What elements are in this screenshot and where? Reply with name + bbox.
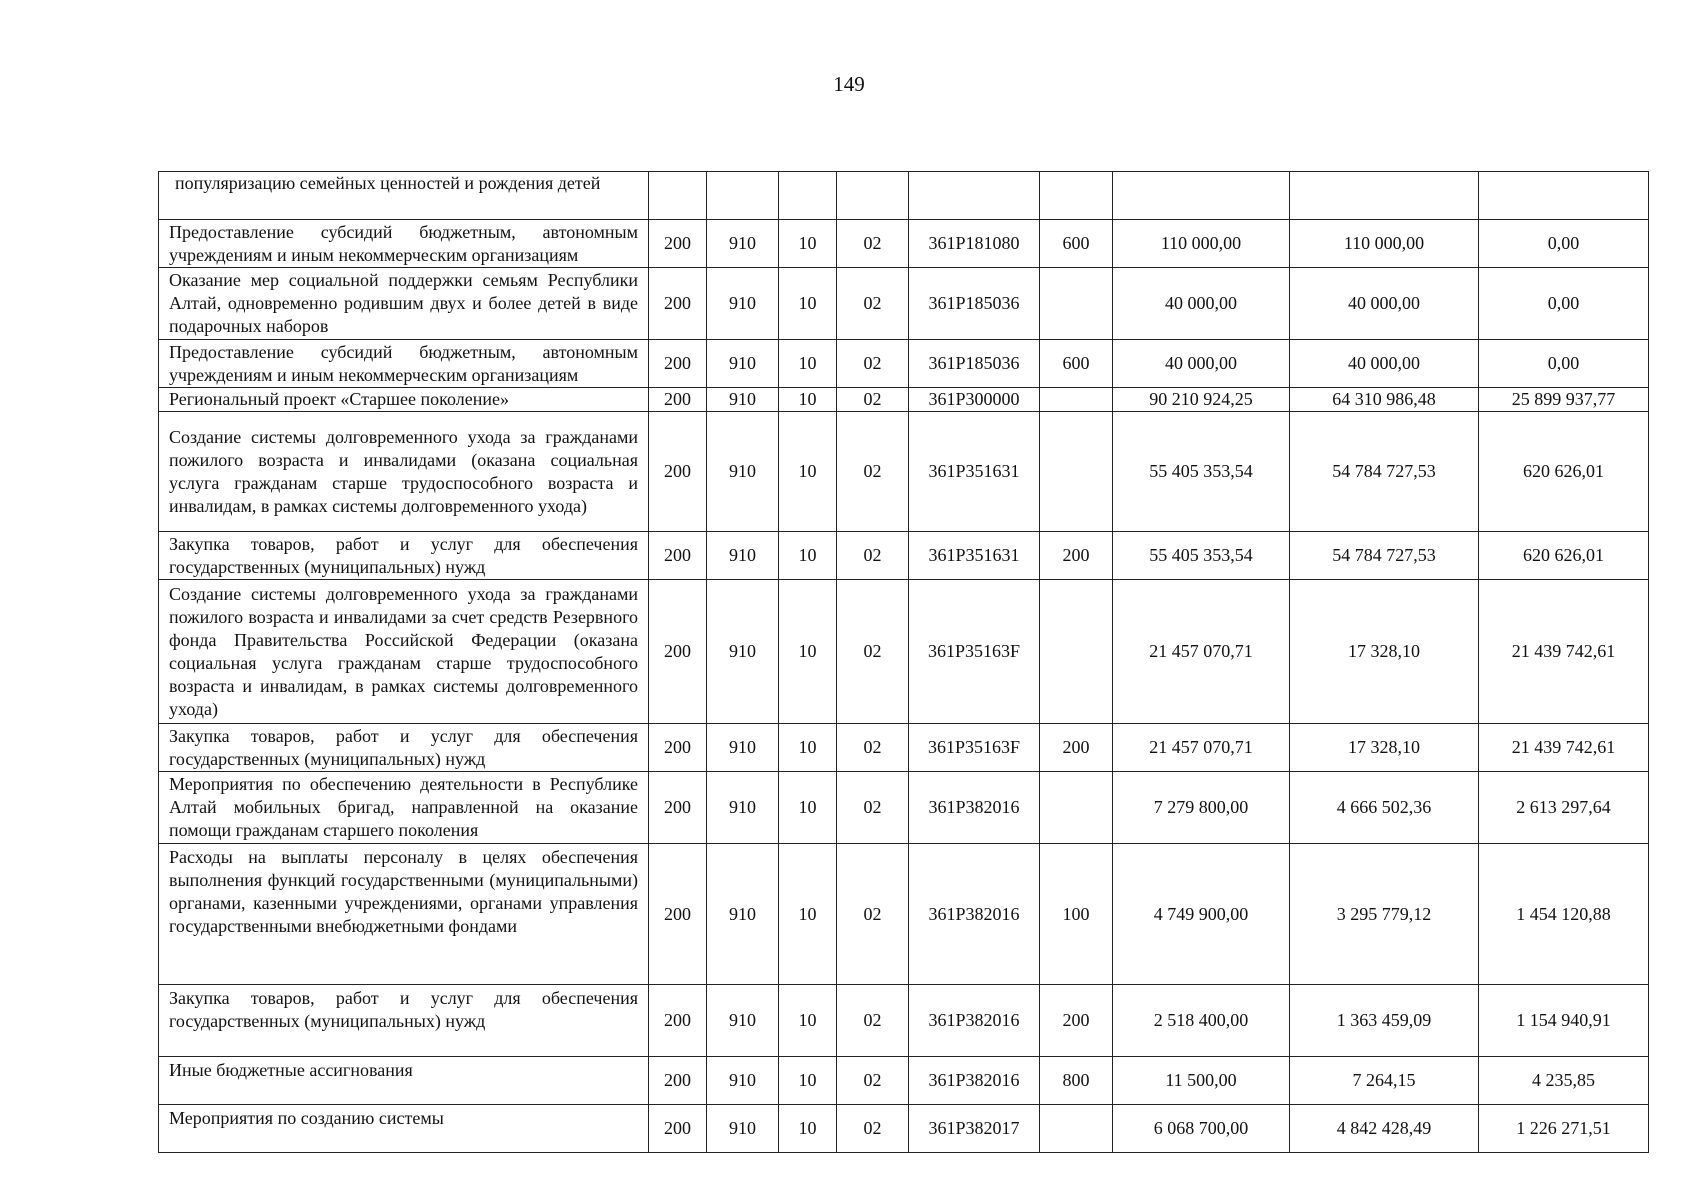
row-code-3: 10 (779, 412, 837, 532)
row-amount-1: 40 000,00 (1113, 268, 1290, 340)
row-code-2: 910 (707, 220, 779, 268)
row-amount-1: 11 500,00 (1113, 1057, 1290, 1105)
row-amount-1: 110 000,00 (1113, 220, 1290, 268)
row-code-1: 200 (649, 388, 707, 412)
row-amount-2: 54 784 727,53 (1290, 532, 1479, 580)
row-expense-type (1040, 172, 1113, 220)
row-code-3: 10 (779, 985, 837, 1057)
row-code-2: 910 (707, 388, 779, 412)
row-amount-3: 2 613 297,64 (1479, 772, 1649, 844)
row-amount-3: 0,00 (1479, 220, 1649, 268)
row-amount-3: 620 626,01 (1479, 412, 1649, 532)
row-code-3 (779, 172, 837, 220)
row-target-code: 361P185036 (909, 268, 1040, 340)
row-amount-2: 40 000,00 (1290, 268, 1479, 340)
row-expense-type: 100 (1040, 844, 1113, 985)
row-amount-2: 17 328,10 (1290, 724, 1479, 772)
row-name: Иные бюджетные ассигнования (159, 1057, 649, 1105)
row-target-code: 361P185036 (909, 340, 1040, 388)
row-target-code (909, 172, 1040, 220)
row-code-2: 910 (707, 844, 779, 985)
row-target-code: 361P181080 (909, 220, 1040, 268)
row-expense-type: 200 (1040, 724, 1113, 772)
table-row (159, 412, 1649, 532)
row-code-1: 200 (649, 412, 707, 532)
row-code-2: 910 (707, 580, 779, 724)
table-row (159, 1057, 1649, 1105)
row-name: популяризацию семейных ценностей и рождения детей (159, 172, 649, 220)
row-expense-type: 600 (1040, 340, 1113, 388)
row-code-4: 02 (837, 268, 909, 340)
table-row (159, 172, 1649, 220)
row-code-3: 10 (779, 388, 837, 412)
row-target-code: 361P351631 (909, 412, 1040, 532)
row-name: Создание системы долговременного ухода за гражданами пожилого возраста и инвалидами (оказана социальная услуга гражданам старше трудоспособного возраста и инвалидам, в рамках системы долговременного ухода) (159, 412, 649, 532)
row-name: Предоставление субсидий бюджетным, автономным учреждениям и иным некоммерческим организациям (159, 220, 649, 268)
row-amount-3: 4 235,85 (1479, 1057, 1649, 1105)
row-code-2: 910 (707, 412, 779, 532)
row-amount-3: 0,00 (1479, 340, 1649, 388)
row-amount-1: 6 068 700,00 (1113, 1105, 1290, 1153)
row-expense-type (1040, 412, 1113, 532)
row-code-2: 910 (707, 532, 779, 580)
row-expense-type (1040, 772, 1113, 844)
row-code-3: 10 (779, 1105, 837, 1153)
row-code-4: 02 (837, 1105, 909, 1153)
table-row (159, 724, 1649, 772)
row-amount-1: 21 457 070,71 (1113, 724, 1290, 772)
row-code-4: 02 (837, 772, 909, 844)
row-amount-1: 7 279 800,00 (1113, 772, 1290, 844)
row-code-4: 02 (837, 340, 909, 388)
table-row (159, 532, 1649, 580)
page-number: 149 (833, 72, 865, 96)
row-amount-1: 4 749 900,00 (1113, 844, 1290, 985)
table-row (159, 388, 1649, 412)
row-code-2: 910 (707, 724, 779, 772)
table-row (159, 340, 1649, 388)
row-code-2: 910 (707, 268, 779, 340)
row-name: Расходы на выплаты персоналу в целях обеспечения выполнения функций государственными (муниципальными) органами, казенными учреждениями, органами управления государственными внебюджетными фондами (159, 844, 649, 985)
table-row (159, 844, 1649, 985)
row-target-code: 361P35163F (909, 580, 1040, 724)
row-expense-type (1040, 388, 1113, 412)
row-amount-3: 21 439 742,61 (1479, 724, 1649, 772)
row-amount-1: 55 405 353,54 (1113, 532, 1290, 580)
row-expense-type: 800 (1040, 1057, 1113, 1105)
row-code-3: 10 (779, 724, 837, 772)
row-amount-2: 64 310 986,48 (1290, 388, 1479, 412)
row-code-3: 10 (779, 340, 837, 388)
row-amount-2: 3 295 779,12 (1290, 844, 1479, 985)
row-name: Закупка товаров, работ и услуг для обеспечения государственных (муниципальных) нужд (159, 532, 649, 580)
row-code-3: 10 (779, 772, 837, 844)
row-target-code: 361P382016 (909, 844, 1040, 985)
row-amount-2: 4 842 428,49 (1290, 1105, 1479, 1153)
row-code-2: 910 (707, 340, 779, 388)
row-amount-2: 17 328,10 (1290, 580, 1479, 724)
row-amount-2: 1 363 459,09 (1290, 985, 1479, 1057)
row-expense-type: 600 (1040, 220, 1113, 268)
budget-table (158, 171, 1649, 1153)
row-target-code: 361P382016 (909, 985, 1040, 1057)
row-code-4: 02 (837, 532, 909, 580)
row-code-2: 910 (707, 1057, 779, 1105)
row-code-3: 10 (779, 532, 837, 580)
row-code-4: 02 (837, 724, 909, 772)
row-code-2: 910 (707, 772, 779, 844)
row-code-1 (649, 172, 707, 220)
table-row (159, 580, 1649, 724)
row-code-1: 200 (649, 985, 707, 1057)
row-name: Мероприятия по обеспечению деятельности в Республике Алтай мобильных бригад, направленной на оказание помощи гражданам старшего поколения (159, 772, 649, 844)
row-code-1: 200 (649, 724, 707, 772)
row-code-4: 02 (837, 1057, 909, 1105)
row-amount-2 (1290, 172, 1479, 220)
table-row (159, 268, 1649, 340)
row-amount-3: 1 154 940,91 (1479, 985, 1649, 1057)
table-row (159, 220, 1649, 268)
row-amount-2: 40 000,00 (1290, 340, 1479, 388)
row-code-1: 200 (649, 340, 707, 388)
row-code-2 (707, 172, 779, 220)
row-code-4: 02 (837, 580, 909, 724)
row-expense-type: 200 (1040, 985, 1113, 1057)
row-code-3: 10 (779, 844, 837, 985)
row-name: Закупка товаров, работ и услуг для обеспечения государственных (муниципальных) нужд (159, 724, 649, 772)
row-code-1: 200 (649, 268, 707, 340)
row-amount-1: 55 405 353,54 (1113, 412, 1290, 532)
row-expense-type (1040, 268, 1113, 340)
row-amount-3: 0,00 (1479, 268, 1649, 340)
row-name: Оказание мер социальной поддержки семьям Республики Алтай, одновременно родившим двух и более детей в виде подарочных наборов (159, 268, 649, 340)
row-code-4: 02 (837, 220, 909, 268)
table-row (159, 985, 1649, 1057)
row-target-code: 361P382016 (909, 1057, 1040, 1105)
row-code-1: 200 (649, 220, 707, 268)
row-amount-1: 21 457 070,71 (1113, 580, 1290, 724)
row-code-3: 10 (779, 580, 837, 724)
row-amount-2: 110 000,00 (1290, 220, 1479, 268)
row-expense-type: 200 (1040, 532, 1113, 580)
row-amount-1 (1113, 172, 1290, 220)
table-row (159, 772, 1649, 844)
row-amount-3: 21 439 742,61 (1479, 580, 1649, 724)
row-target-code: 361P382016 (909, 772, 1040, 844)
row-code-1: 200 (649, 1105, 707, 1153)
row-target-code: 361P382017 (909, 1105, 1040, 1153)
row-name: Создание системы долговременного ухода за гражданами пожилого возраста и инвалидами за счет средств Резервного фонда Правительства Российской Федерации (оказана социальная услуга гражданам старше трудоспособного возраста и инвалидам, в рамках системы долговременного ухода) (159, 580, 649, 724)
row-name: Региональный проект «Старшее поколение» (159, 388, 649, 412)
row-code-1: 200 (649, 1057, 707, 1105)
row-target-code: 361P300000 (909, 388, 1040, 412)
row-name: Мероприятия по созданию системы (159, 1105, 649, 1153)
row-expense-type (1040, 1105, 1113, 1153)
row-name: Закупка товаров, работ и услуг для обеспечения государственных (муниципальных) нужд (159, 985, 649, 1057)
row-code-4: 02 (837, 985, 909, 1057)
row-code-4 (837, 172, 909, 220)
row-amount-1: 90 210 924,25 (1113, 388, 1290, 412)
table-row (159, 1105, 1649, 1153)
row-code-2: 910 (707, 985, 779, 1057)
row-expense-type (1040, 580, 1113, 724)
row-amount-2: 54 784 727,53 (1290, 412, 1479, 532)
row-code-1: 200 (649, 844, 707, 985)
row-code-2: 910 (707, 1105, 779, 1153)
row-amount-3: 25 899 937,77 (1479, 388, 1649, 412)
row-amount-3: 620 626,01 (1479, 532, 1649, 580)
row-amount-1: 40 000,00 (1113, 340, 1290, 388)
row-code-3: 10 (779, 1057, 837, 1105)
row-amount-3: 1 226 271,51 (1479, 1105, 1649, 1153)
row-name: Предоставление субсидий бюджетным, автономным учреждениям и иным некоммерческим организациям (159, 340, 649, 388)
row-code-1: 200 (649, 532, 707, 580)
row-code-4: 02 (837, 844, 909, 985)
row-amount-2: 4 666 502,36 (1290, 772, 1479, 844)
row-amount-3: 1 454 120,88 (1479, 844, 1649, 985)
row-target-code: 361P35163F (909, 724, 1040, 772)
row-code-3: 10 (779, 220, 837, 268)
row-code-4: 02 (837, 412, 909, 532)
row-amount-1: 2 518 400,00 (1113, 985, 1290, 1057)
row-amount-3 (1479, 172, 1649, 220)
row-code-1: 200 (649, 580, 707, 724)
row-target-code: 361P351631 (909, 532, 1040, 580)
row-code-4: 02 (837, 388, 909, 412)
row-code-3: 10 (779, 268, 837, 340)
row-code-1: 200 (649, 772, 707, 844)
row-amount-2: 7 264,15 (1290, 1057, 1479, 1105)
